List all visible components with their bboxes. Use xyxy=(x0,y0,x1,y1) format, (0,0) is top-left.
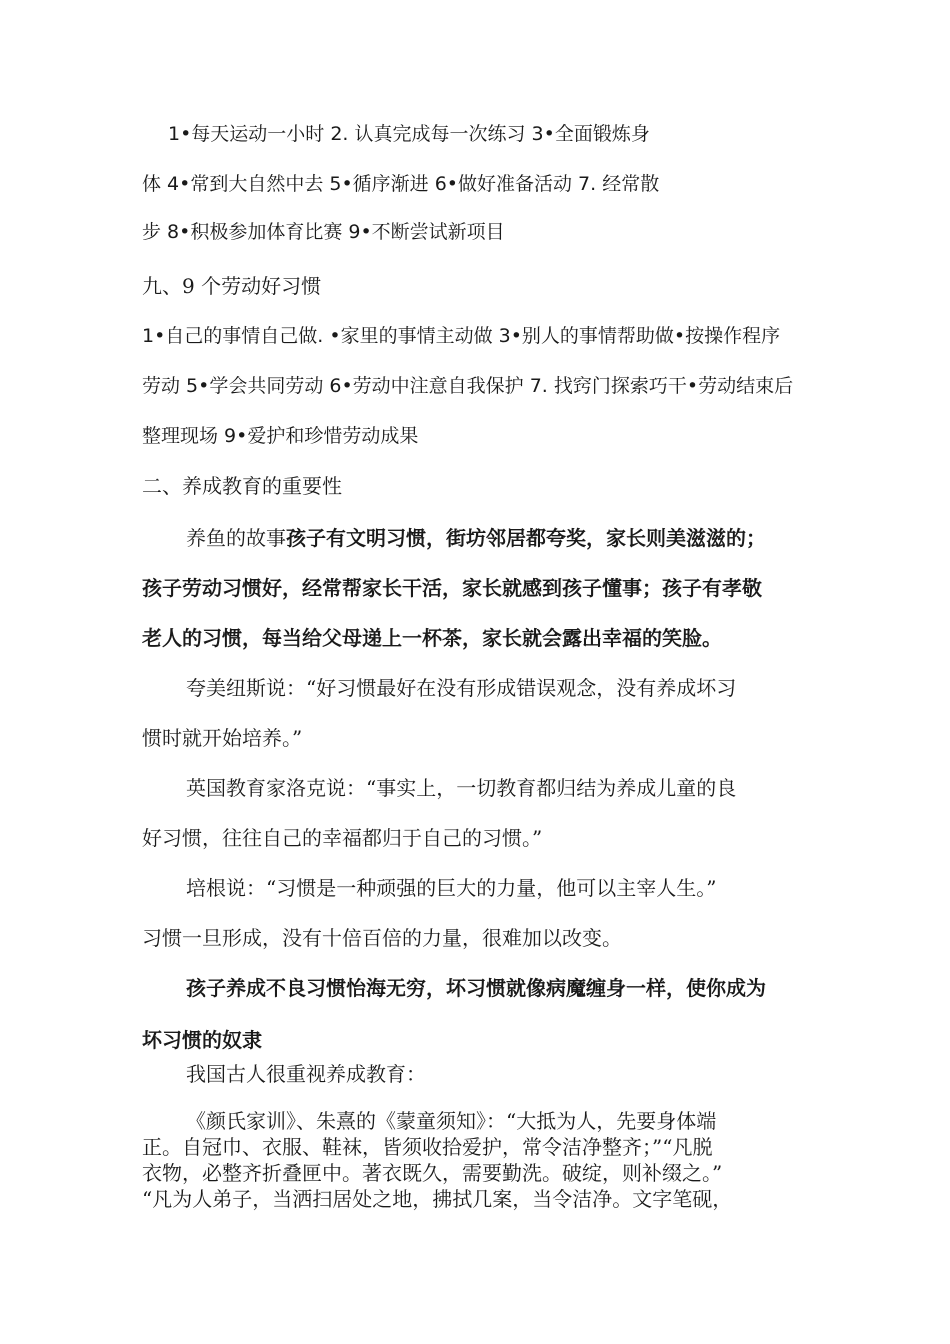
section-heading: 九、9 个劳动好习惯 xyxy=(142,274,322,298)
bold-text-line: 孩子劳动习惯好，经常帮家长干活，家长就感到孩子懂事；孩子有孝敬 xyxy=(142,576,762,600)
text-line: 步 8•积极参加体育比赛 9•不断尝试新项目 xyxy=(142,221,505,243)
text-line: 我国古人很重视养成教育： xyxy=(186,1062,426,1086)
text-line: 习惯一旦形成，没有十倍百倍的力量，很难加以改变。 xyxy=(142,926,622,950)
text-line: 《颜氏家训》、朱熹的《蒙童须知》：“大抵为人，先要身体端 xyxy=(186,1109,717,1133)
bold-text-line: 坏习惯的奴隶 xyxy=(142,1028,262,1052)
text-line: 1•每天运动一小时 2. 认真完成每一次练习 3•全面锻炼身 xyxy=(168,123,650,145)
text-line: 正。自冠巾、衣服、鞋袜，皆须收拾爱护，常令洁净整齐；”“凡脱 xyxy=(142,1135,713,1159)
bold-text: 孩子有文明习惯，街坊邻居都夸奖，家长则美滋滋的； xyxy=(286,526,766,550)
text-line: 整理现场 9•爱护和珍惜劳动成果 xyxy=(142,425,419,447)
text-line: 体 4•常到大自然中去 5•循序渐进 6•做好准备活动 7. 经常散 xyxy=(142,173,660,195)
text-line: 衣物，必整齐折叠匣中。著衣既久，需要勤洗。破绽，则补缀之。” xyxy=(142,1161,723,1185)
quote-line: 培根说：“习惯是一种顽强的巨大的力量，他可以主宰人生。” xyxy=(186,876,717,900)
quote-line: 夸美纽斯说：“好习惯最好在没有形成错误观念，没有养成坏习 xyxy=(186,676,737,700)
quote-line: 英国教育家洛克说：“事实上，一切教育都归结为养成儿童的良 xyxy=(186,776,737,800)
text-line: 1•自己的事情自己做. •家里的事情主动做 3•别人的事情帮助做•按操作程序 xyxy=(142,325,781,347)
text-line: “凡为人弟子，当洒扫居处之地，拂拭几案，当令洁净。文字笔砚， xyxy=(142,1187,733,1211)
text-line xyxy=(186,524,822,552)
quote-line: 惯时就开始培养。” xyxy=(142,726,303,750)
paragraph-lead: 养鱼的故事 xyxy=(186,526,286,550)
bold-text-line: 老人的习惯，每当给父母递上一杯茶，家长就会露出幸福的笑脸。 xyxy=(142,626,722,650)
section-heading: 二、养成教育的重要性 xyxy=(142,474,342,498)
quote-line: 好习惯，往往自己的幸福都归于自己的习惯。” xyxy=(142,826,543,850)
text-line: 劳动 5•学会共同劳动 6•劳动中注意自我保护 7. 找窍门探索巧干•劳动结束后 xyxy=(142,375,794,397)
bold-text-line: 孩子养成不良习惯怡海无穷，坏习惯就像病魔缠身一样，使你成为 xyxy=(186,976,766,1000)
